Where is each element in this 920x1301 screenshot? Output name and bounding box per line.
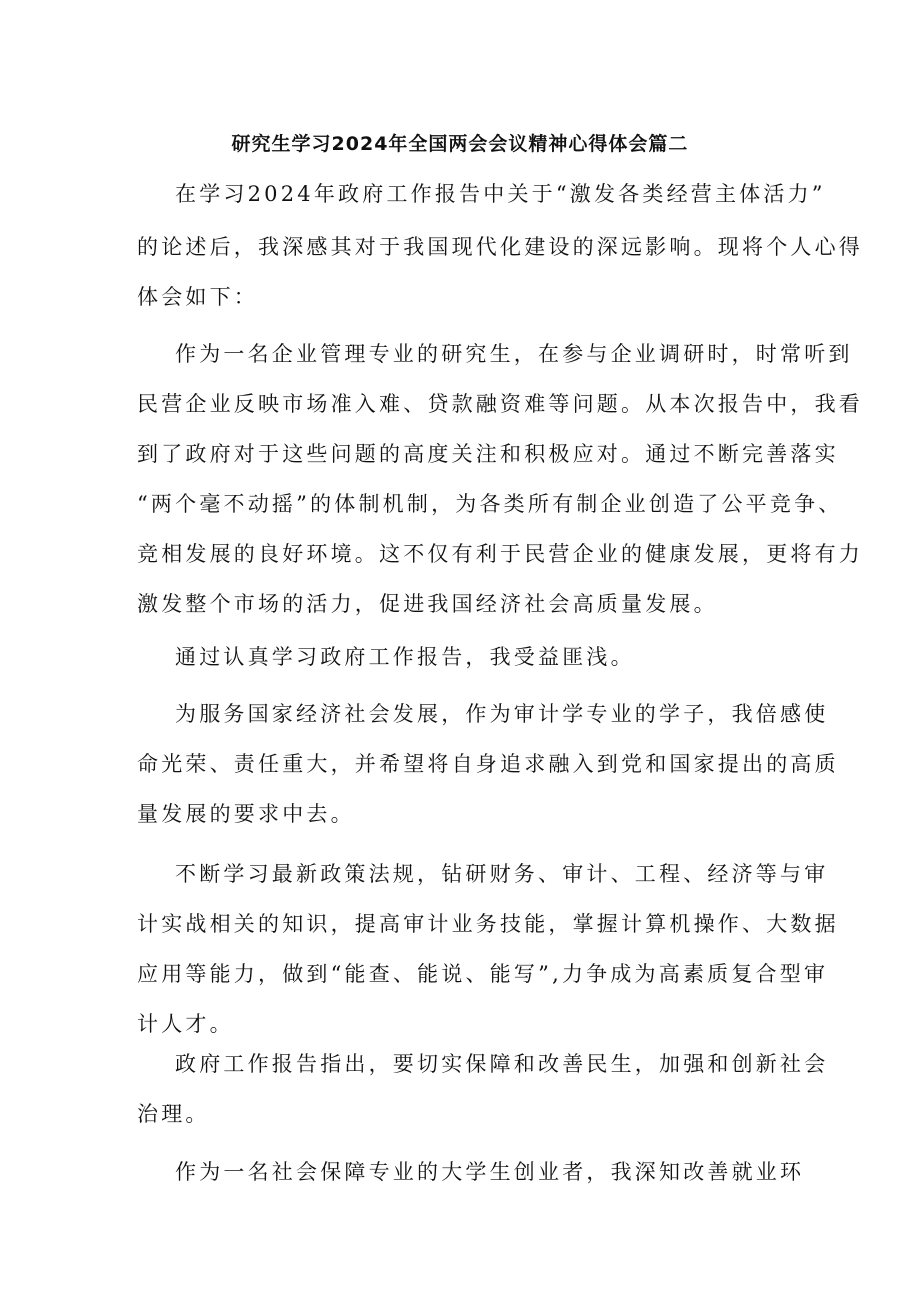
text-line: 不断学习最新政策法规，钻研财务、审计、工程、经济等与审 bbox=[175, 862, 829, 886]
text-line: 治理。 bbox=[137, 1102, 210, 1126]
text-line: 体会如下： bbox=[137, 285, 258, 309]
text-line: 量发展的要求中去。 bbox=[137, 802, 355, 826]
text-line: 激发整个市场的活力，促进我国经济社会高质量发展。 bbox=[137, 592, 718, 616]
text-line: 作为一名社会保障专业的大学生创业者，我深知改善就业环 bbox=[175, 1160, 805, 1184]
text-line: 民营企业反映市场准入难、贷款融资难等问题。从本次报告中，我看 bbox=[137, 392, 863, 416]
document-title: 研究生学习2024年全国两会会议精神心得体会篇二 bbox=[231, 133, 689, 155]
text-line: 到了政府对于这些问题的高度关注和积极应对。通过不断完善落实 bbox=[137, 442, 839, 466]
text-line: 计实战相关的知识，提高审计业务技能，掌握计算机操作、大数据 bbox=[137, 912, 839, 936]
text-line: “两个毫不动摇”的体制机制，为各类所有制企业创造了公平竞争、 bbox=[137, 492, 843, 516]
text-line: 政府工作报告指出，要切实保障和改善民生，加强和创新社会 bbox=[175, 1052, 829, 1076]
text-line: 通过认真学习政府工作报告，我受益匪浅。 bbox=[175, 645, 635, 669]
text-line: 计人才。 bbox=[137, 1012, 234, 1036]
text-line: 为服务国家经济社会发展，作为审计学专业的学子，我倍感使 bbox=[175, 702, 829, 726]
text-line: 作为一名企业管理专业的研究生，在参与企业调研时，时常听到 bbox=[175, 342, 853, 366]
text-line: 竞相发展的良好环境。这不仅有利于民营企业的健康发展，更将有力 bbox=[137, 542, 863, 566]
text-line: 应用等能力，做到“能查、能说、能写”,力争成为高素质复合型审 bbox=[137, 962, 829, 986]
text-line: 的论述后，我深感其对于我国现代化建设的深远影响。现将个人心得 bbox=[137, 235, 863, 259]
text-line: 命光荣、责任重大，并希望将自身追求融入到党和国家提出的高质 bbox=[137, 752, 839, 776]
text-line: 在学习2024年政府工作报告中关于“激发各类经营主体活力” bbox=[175, 182, 826, 206]
